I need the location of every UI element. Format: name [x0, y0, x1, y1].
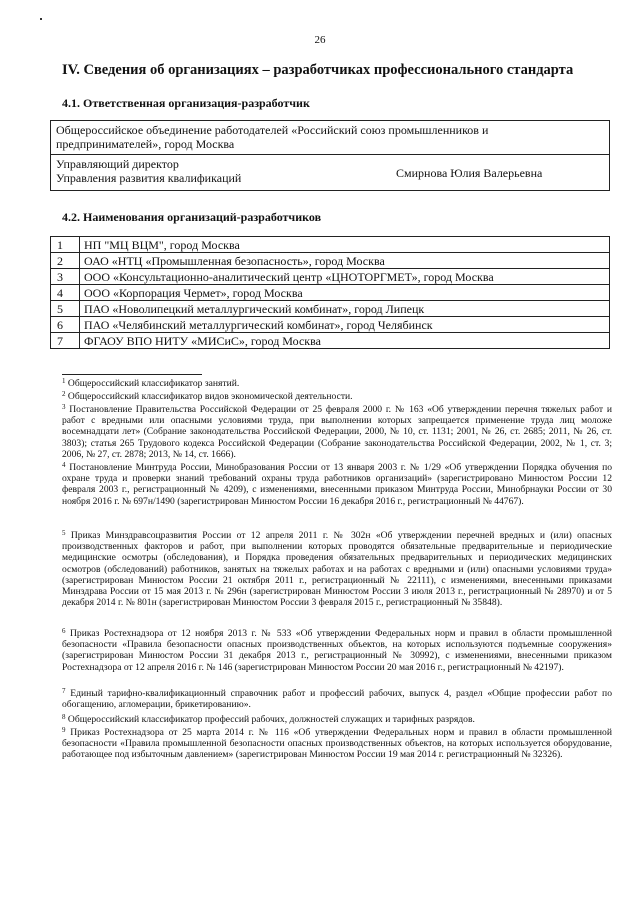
row-number: 2 [51, 253, 80, 269]
table-row [51, 269, 610, 285]
footnote-6 [62, 628, 612, 673]
footnote-marker: 3 [62, 403, 66, 411]
row-number: 5 [51, 301, 80, 317]
footnote-text: Единый тарифно-квалификационный справочник работ и профессий рабочих, выпуск 4, раздел «Общие профессии работ по обогащению, агломерации, брикетированию». [62, 688, 612, 711]
footnote-marker: 7 [62, 687, 66, 695]
responsible-person-cell [50, 154, 610, 191]
row-number: 7 [51, 333, 80, 349]
table-row [51, 333, 610, 349]
footnote-text: Общероссийский классификатор видов экономической деятельности. [67, 391, 353, 402]
responsible-org-cell [50, 120, 610, 155]
responsible-heading: 4.1. Ответственная организация-разработчик [62, 96, 310, 110]
footnote-8 [62, 714, 612, 725]
table-row [51, 285, 610, 301]
position-line1: Управляющий директор [56, 157, 179, 171]
footnote-text: Общероссийский классификатор занятий. [67, 378, 240, 389]
footnote-text: Постановление Минтруда России, Минобразования России от 13 января 2003 г. № 1/29 «Об утверждении Порядка обучения по охране труда и проверки знаний требований охраны труда работников организаций» (зарегистрировано Минюстом России 12 февраля 2003 г., регистрационный № 4209), с изменениями, внесенными приказом Минтруда России, Минобрнауки России от 30 ноября 2016 г. № 697н/1490 (зарегистрирован Минюстом России 16 декабря 2016 г., регистрационный № 44767). [62, 462, 612, 507]
row-number: 3 [51, 269, 80, 285]
developers-table [50, 236, 610, 349]
responsible-org-line1: Общероссийское объединение работодателей «Российский союз промышленников и [56, 123, 489, 137]
org-name: ООО «Консультационно-аналитический центр «ЦНОТОРГМЕТ», город Москва [80, 269, 610, 285]
table-row [51, 301, 610, 317]
footnote-2 [62, 391, 612, 402]
table-row [51, 237, 610, 253]
footnote-marker: 6 [62, 627, 66, 635]
page-number: 26 [314, 34, 326, 46]
footnote-separator [62, 374, 202, 375]
responsible-org-line2: предпринимателей», город Москва [56, 137, 235, 151]
row-number: 1 [51, 237, 80, 253]
footnote-marker: 2 [62, 390, 66, 398]
footnote-marker: 5 [62, 529, 66, 537]
org-name: ОАО «НТЦ «Промышленная безопасность», город Москва [80, 253, 610, 269]
org-name: НП "МЦ ВЦМ", город Москва [80, 237, 610, 253]
table-row [51, 317, 610, 333]
footnote-text: Постановление Правительства Российской Федерации от 25 февраля 2000 г. № 163 «Об утверждении перечня тяжелых работ и работ с вредными или опасными условиями труда, при выполнении которых запрещается применение труда лиц моложе восемнадцати лет» (Собрание законодательства Российской Федерации, 2000, № 10, ст. 1131; 2001, № 26, ст. 2685; 2011, № 26, ст. 3803); статья 265 Трудового кодекса Российской Федерации (Собрание законодательства Российской Федерации, 2002, № 1, ст. 3; 2006, № 27, ст. 2878; 2013, № 14, ст. 1666). [62, 404, 612, 460]
org-name: ПАО «Челябинский металлургический комбинат», город Челябинск [80, 317, 610, 333]
footnote-marker: 1 [62, 377, 66, 385]
footnote-text: Общероссийский классификатор профессий рабочих, должностей служащих и тарифных разрядов. [67, 714, 475, 725]
footnote-3 [62, 404, 612, 460]
position-line2: Управления развития квалификаций [56, 171, 242, 185]
footnote-4 [62, 462, 612, 507]
org-name: ПАО «Новолипецкий металлургический комбинат», город Липецк [80, 301, 610, 317]
footnote-marker: 8 [62, 713, 66, 721]
responsible-person-name: Смирнова Юлия Валерьевна [396, 166, 543, 180]
section-title: IV. Сведения об организациях – разработчиках профессионального стандарта [62, 62, 574, 78]
developers-heading: 4.2. Наименования организаций-разработчиков [62, 210, 322, 224]
row-number: 4 [51, 285, 80, 301]
org-name: ООО «Корпорация Чермет», город Москва [80, 285, 610, 301]
row-number: 6 [51, 317, 80, 333]
footnote-9 [62, 727, 612, 761]
footnote-7 [62, 688, 612, 710]
footnote-text: Приказ Минздравсоцразвития России от 12 апреля 2011 г. № 302н «Об утверждении перечней вредных и (или) опасных производственных факторов и работ, при выполнении которых проводятся обязательные предварительные и периодические медицинские осмотры (обследования), и Порядка проведения обязательных предварительных и периодических медицинских осмотров (обследований) работников, занятых на тяжелых работах и на работах с вредными и (или) опасными условиями труда» (зарегистрирован Минюстом России 21 октября 2011 г., регистрационный № 22111), с изменениями, внесенными приказами Минздрава России от 15 мая 2013 г. № 296н (зарегистрирован Минюстом России 3 июля 2013 г., регистрационный № 28970) и от 5 декабря 2014 г. № 801н (зарегистрирован Минюстом России 3 февраля 2015 г., регистрационный № 35848). [62, 530, 612, 609]
footnote-marker: 4 [62, 461, 66, 469]
table-row [51, 253, 610, 269]
org-name: ФГАОУ ВПО НИТУ «МИСиС», город Москва [80, 333, 610, 349]
footnote-5 [62, 530, 612, 608]
footnote-marker: 9 [62, 726, 66, 734]
scan-speck [40, 18, 42, 20]
footnote-text: Приказ Ростехнадзора от 25 марта 2014 г. № 116 «Об утверждении Федеральных норм и правил в области промышленной безопасности «Правила промышленной безопасности опасных производственных объектов, на которых используется оборудование, работающее под избыточным давлением» (зарегистрирован Минюстом России 19 мая 2014 г. регистрационный № 32326). [62, 727, 612, 761]
footnote-text: Приказ Ростехнадзора от 12 ноября 2013 г. № 533 «Об утверждении Федеральных норм и правил в области промышленной безопасности «Правила безопасности опасных производственных объектов, на которых используются подъемные сооружения» (зарегистрирован Минюстом России 31 декабря 2013 г., регистрационный № 30992), с изменениями, внесенными приказом Ростехнадзора от 12 апреля 2016 г. № 146 (зарегистрирован Минюстом России 20 мая 2016 г., регистрационный № 42197). [62, 628, 613, 673]
footnote-1 [62, 378, 612, 389]
